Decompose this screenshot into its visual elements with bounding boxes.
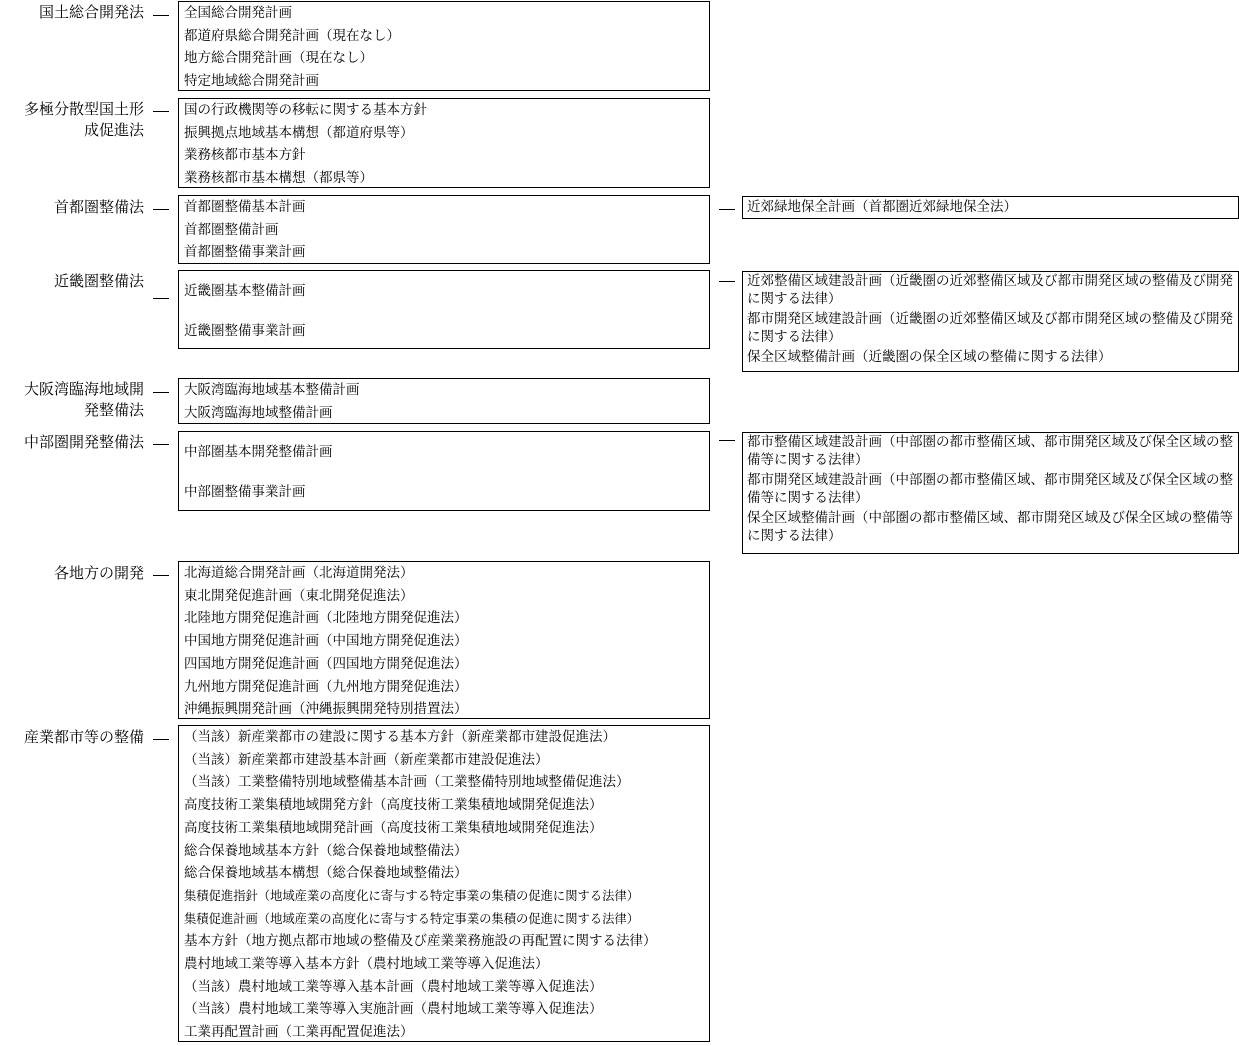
connector-line	[153, 111, 169, 112]
related-plan-item: 保全区域整備計画（近畿圏の保全区域の整備に関する法律）	[747, 349, 1112, 365]
plan-item: 近畿圏整備事業計画	[184, 323, 306, 339]
plan-box	[178, 431, 710, 511]
plan-item: 大阪湾臨海地域整備計画	[184, 404, 333, 421]
connector-line	[719, 281, 735, 282]
plan-item: 北陸地方開発促進計画（北陸地方開発促進法）	[184, 610, 468, 627]
related-plan-box	[742, 196, 1239, 219]
connector-line	[153, 298, 169, 299]
plan-item: 沖縄振興開発計画（沖縄振興開発特別措置法）	[184, 701, 468, 718]
related-plan-item: 近郊緑地保全計画（首都圏近郊緑地保全法）	[747, 199, 1017, 215]
plan-item: 農村地域工業等導入基本方針（農村地域工業等導入促進法）	[184, 956, 549, 973]
plan-item: 業務核都市基本構想（都県等）	[184, 170, 373, 187]
plan-item: 中国地方開発促進計画（中国地方開発促進法）	[184, 633, 468, 650]
plan-item: 高度技術工業集積地域開発方針（高度技術工業集積地域開発促進法）	[184, 797, 603, 814]
connector-line	[153, 392, 169, 393]
connector-line	[153, 444, 169, 445]
plan-item: （当該）工業整備特別地域整備基本計画（工業整備特別地域整備促進法）	[184, 774, 630, 791]
related-plan-box	[742, 271, 1239, 372]
law-label: 首都圏整備法	[53, 198, 144, 216]
plan-item: 業務核都市基本方針	[184, 147, 306, 164]
plan-item: 都道府県総合開発計画（現在なし）	[184, 27, 400, 44]
law-label: 国土総合開発法	[38, 3, 144, 21]
plan-item: 九州地方開発促進計画（九州地方開発促進法）	[184, 678, 468, 695]
law-label: 近畿圏整備法	[53, 272, 144, 290]
plan-box	[178, 98, 710, 188]
plan-item: 高度技術工業集積地域開発計画（高度技術工業集積地域開発促進法）	[184, 819, 603, 836]
law-label: 各地方の開発	[53, 564, 144, 582]
connector-line	[153, 575, 169, 576]
plan-item: 首都圏整備基本計画	[184, 199, 306, 215]
related-plan-item: 都市開発区域建設計画（近畿圏の近郊整備区域及び都市開発区域の整備及び開発に関する法律）	[747, 311, 1233, 345]
law-label: 多極分散型国土形 成促進法	[23, 100, 144, 139]
plan-item: 工業再配置計画（工業再配置促進法）	[184, 1024, 414, 1041]
plan-item: 近畿圏基本整備計画	[184, 283, 306, 299]
related-plan-item: 都市整備区域建設計画（中部圏の都市整備区域、都市開発区域及び保全区域の整備等に関する法律）	[747, 434, 1233, 468]
plan-box	[178, 195, 710, 264]
plan-item: 中部圏基本開発整備計画	[184, 444, 333, 460]
plan-item: （当該）農村地域工業等導入実施計画（農村地域工業等導入促進法）	[184, 1001, 603, 1018]
connector-line	[153, 15, 169, 16]
plan-item: 全国総合開発計画	[184, 5, 292, 21]
related-plan-item: 保全区域整備計画（中部圏の都市整備区域、都市開発区域及び保全区域の整備等に関する法律）	[747, 510, 1233, 544]
related-plan-item: 都市開発区域建設計画（中部圏の都市整備区域、都市開発区域及び保全区域の整備等に関する法律）	[747, 472, 1233, 506]
connector-line	[719, 209, 735, 210]
plan-item: 中部圏整備事業計画	[184, 484, 306, 500]
plan-box	[178, 725, 710, 1042]
plan-item: 北海道総合開発計画（北海道開発法）	[184, 565, 414, 581]
plan-box	[178, 561, 710, 719]
related-plan-item: 近郊整備区域建設計画（近畿圏の近郊整備区域及び都市開発区域の整備及び開発に関する法律）	[747, 273, 1233, 307]
plan-item: 首都圏整備事業計画	[184, 244, 306, 261]
connector-line	[153, 739, 169, 740]
plan-item: 国の行政機関等の移転に関する基本方針	[184, 102, 427, 118]
plan-item: 集積促進指針（地域産業の高度化に寄与する特定事業の集積の促進に関する法律）	[184, 888, 639, 903]
connector-line	[719, 440, 735, 441]
plan-item: 四国地方開発促進計画（四国地方開発促進法）	[184, 655, 468, 672]
plan-item: 大阪湾臨海地域基本整備計画	[184, 382, 360, 398]
plan-item: 振興拠点地域基本構想（都道府県等）	[184, 124, 414, 141]
plan-item: （当該）農村地域工業等導入基本計画（農村地域工業等導入促進法）	[184, 978, 603, 995]
plan-item: 集積促進計画（地域産業の高度化に寄与する特定事業の集積の促進に関する法律）	[184, 911, 639, 926]
plan-box	[178, 1, 710, 91]
plan-item: 東北開発促進計画（東北開発促進法）	[184, 587, 414, 604]
plan-item: （当該）新産業都市の建設に関する基本方針（新産業都市建設促進法）	[184, 729, 616, 745]
plan-box	[178, 378, 710, 424]
connector-line	[153, 209, 169, 210]
plan-item: （当該）新産業都市建設基本計画（新産業都市建設促進法）	[184, 751, 549, 768]
plan-box	[178, 270, 710, 349]
law-label: 大阪湾臨海地域開 発整備法	[23, 380, 144, 419]
plan-item: 首都圏整備計画	[184, 221, 279, 238]
plan-item: 特定地域総合開発計画	[184, 73, 319, 90]
related-plan-box	[742, 432, 1239, 554]
law-label: 産業都市等の整備	[23, 728, 144, 746]
plan-item: 基本方針（地方拠点都市地域の整備及び産業業務施設の再配置に関する法律）	[184, 933, 657, 950]
plan-item: 総合保養地域基本構想（総合保養地域整備法）	[184, 865, 468, 882]
plan-item: 地方総合開発計画（現在なし）	[184, 50, 373, 67]
plan-item: 総合保養地域基本方針（総合保養地域整備法）	[184, 842, 468, 859]
law-label: 中部圏開発整備法	[23, 433, 144, 451]
